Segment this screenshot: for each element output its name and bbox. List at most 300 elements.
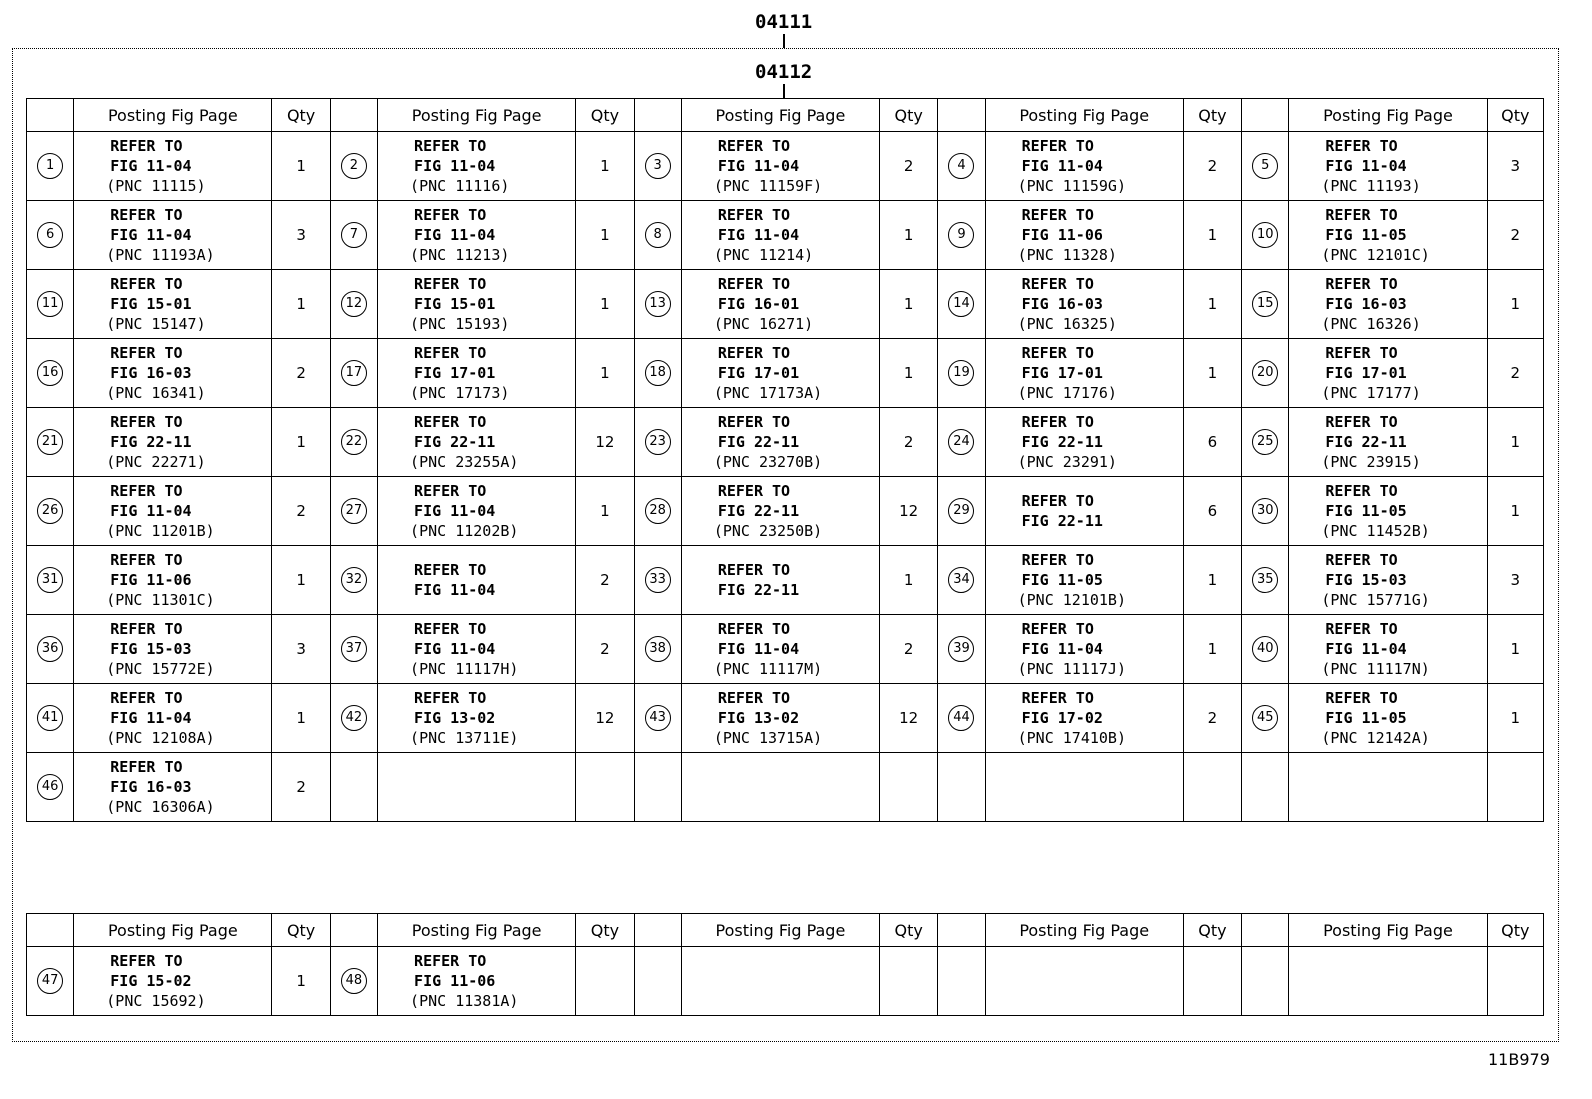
reference-cell (1289, 477, 1487, 546)
reference-text (682, 481, 879, 541)
item-number-cell (27, 201, 74, 270)
item-number-cell (634, 947, 681, 1016)
reference-cell (681, 546, 879, 615)
reference-line-fig: FIG 22-11 (414, 433, 496, 451)
reference-line-fig: FIG 22-11 (1021, 433, 1103, 451)
qty-cell: 1 (1183, 546, 1241, 615)
item-number-badge: 9 (948, 222, 974, 248)
reference-line-fig: FIG 22-11 (110, 433, 192, 451)
reference-line-pnc: (PNC 11117J) (1017, 660, 1126, 678)
item-number-badge: 12 (341, 291, 367, 317)
reference-cell (74, 684, 272, 753)
reference-line-refer: REFER TO (717, 689, 791, 707)
reference-text (74, 951, 271, 1011)
reference-text (74, 274, 271, 334)
header-cell-posting: Posting Fig Page (378, 914, 576, 947)
table-row (27, 132, 1544, 201)
item-number-badge: 40 (1252, 636, 1278, 662)
reference-cell (378, 615, 576, 684)
reference-text (378, 619, 575, 679)
item-number-cell (634, 753, 681, 822)
qty-cell: 1 (1183, 339, 1241, 408)
item-number-badge: 29 (948, 498, 974, 524)
item-number-badge: 2 (341, 153, 367, 179)
reference-line-refer: REFER TO (110, 758, 183, 776)
qty-cell: 1 (272, 546, 330, 615)
table-row (27, 477, 1544, 546)
qty-cell (576, 753, 634, 822)
reference-line-fig: FIG 22-11 (717, 581, 800, 599)
reference-text (74, 343, 271, 403)
reference-cell (74, 753, 272, 822)
reference-line-fig: FIG 11-04 (1021, 157, 1103, 175)
item-number-cell (634, 132, 681, 201)
reference-line-fig: FIG 15-01 (414, 295, 496, 313)
reference-cell (985, 477, 1183, 546)
item-number-cell (938, 477, 985, 546)
leader-line-outer (783, 34, 785, 48)
qty-cell: 1 (880, 546, 938, 615)
reference-cell (985, 408, 1183, 477)
item-number-cell (1242, 477, 1289, 546)
reference-text (74, 550, 271, 610)
reference-text (986, 136, 1183, 196)
item-number-cell (27, 947, 74, 1016)
qty-cell: 12 (880, 477, 938, 546)
item-number-cell (938, 270, 985, 339)
reference-line-refer: REFER TO (1021, 344, 1094, 362)
reference-text (682, 560, 879, 600)
reference-line-refer: REFER TO (1325, 482, 1398, 500)
reference-line-refer: REFER TO (1021, 137, 1094, 155)
item-number-cell (27, 546, 74, 615)
reference-line-fig: FIG 22-11 (717, 433, 800, 451)
table-row (27, 546, 1544, 615)
qty-cell: 1 (272, 684, 330, 753)
reference-cell (1289, 339, 1487, 408)
item-number-badge: 32 (341, 567, 367, 593)
reference-line-fig: FIG 11-06 (1021, 226, 1103, 244)
reference-text (378, 274, 575, 334)
reference-text (1289, 343, 1486, 403)
reference-line-refer: REFER TO (110, 482, 183, 500)
header-cell-blank (1242, 99, 1289, 132)
reference-text (378, 560, 575, 600)
item-number-cell (938, 132, 985, 201)
reference-cell (985, 684, 1183, 753)
reference-line-fig: FIG 11-04 (110, 502, 192, 520)
qty-cell: 1 (272, 408, 330, 477)
item-number-cell (1242, 615, 1289, 684)
item-number-badge: 13 (645, 291, 671, 317)
header-cell-blank (330, 914, 377, 947)
reference-line-pnc: (PNC 11452B) (1321, 522, 1430, 540)
header-cell-blank (634, 99, 681, 132)
reference-line-fig: FIG 11-04 (1325, 640, 1407, 658)
reference-line-pnc: (PNC 11193A) (106, 246, 215, 264)
item-number-badge: 45 (1252, 705, 1278, 731)
reference-line-pnc: (PNC 15147) (106, 315, 206, 333)
reference-line-refer: REFER TO (717, 137, 791, 155)
reference-line-pnc: (PNC 11301C) (106, 591, 215, 609)
header-cell-posting: Posting Fig Page (74, 99, 272, 132)
reference-line-refer: REFER TO (414, 620, 487, 638)
item-number-cell (330, 615, 377, 684)
item-number-badge: 10 (1252, 222, 1278, 248)
reference-text (1289, 619, 1486, 679)
item-number-cell (27, 753, 74, 822)
reference-cell (74, 201, 272, 270)
item-number-badge: 46 (37, 774, 63, 800)
reference-cell (681, 753, 879, 822)
qty-cell: 2 (1183, 684, 1241, 753)
reference-line-pnc: (PNC 11117H) (410, 660, 519, 678)
item-number-badge: 24 (948, 429, 974, 455)
header-cell-qty: Qty (880, 914, 938, 947)
reference-line-fig: FIG 11-04 (414, 226, 496, 244)
reference-cell (378, 132, 576, 201)
table-row (27, 753, 1544, 822)
header-cell-qty: Qty (576, 99, 634, 132)
reference-line-fig: FIG 15-03 (110, 640, 192, 658)
reference-line-pnc: (PNC 15772E) (106, 660, 215, 678)
item-number-cell (330, 753, 377, 822)
item-number-cell (634, 408, 681, 477)
item-number-badge: 19 (948, 360, 974, 386)
item-number-cell (1242, 270, 1289, 339)
item-number-badge: 34 (948, 567, 974, 593)
header-cell-blank (634, 914, 681, 947)
reference-line-fig: FIG 17-01 (1021, 364, 1103, 382)
item-number-cell (1242, 408, 1289, 477)
reference-cell (378, 339, 576, 408)
item-number-cell (330, 270, 377, 339)
qty-cell: 2 (272, 753, 330, 822)
qty-cell: 1 (1487, 270, 1543, 339)
reference-text (986, 205, 1183, 265)
reference-cell (74, 408, 272, 477)
reference-text (74, 757, 271, 817)
reference-line-pnc: (PNC 17177) (1321, 384, 1421, 402)
item-number-badge: 42 (341, 705, 367, 731)
reference-line-fig: FIG 11-04 (414, 640, 496, 658)
reference-line-pnc: (PNC 11381A) (410, 992, 519, 1010)
item-number-badge: 20 (1252, 360, 1278, 386)
reference-cell (378, 477, 576, 546)
reference-cell (985, 947, 1183, 1016)
reference-line-refer: REFER TO (110, 413, 183, 431)
header-cell-blank (938, 99, 985, 132)
item-number-cell (27, 408, 74, 477)
reference-cell (378, 546, 576, 615)
reference-line-refer: REFER TO (414, 206, 487, 224)
qty-cell: 1 (272, 270, 330, 339)
header-cell-qty: Qty (880, 99, 938, 132)
reference-line-pnc: (PNC 17176) (1017, 384, 1117, 402)
qty-cell: 1 (880, 270, 938, 339)
qty-cell: 3 (272, 201, 330, 270)
item-number-cell (330, 684, 377, 753)
qty-cell: 2 (880, 615, 938, 684)
reference-line-fig: FIG 11-04 (414, 581, 496, 599)
reference-line-fig: FIG 17-02 (1021, 709, 1103, 727)
header-cell-qty: Qty (1183, 99, 1241, 132)
item-number-badge: 36 (37, 636, 63, 662)
item-number-cell (938, 201, 985, 270)
qty-cell (1487, 947, 1543, 1016)
item-number-cell (938, 947, 985, 1016)
reference-line-refer: REFER TO (1325, 689, 1398, 707)
item-number-cell (634, 201, 681, 270)
table-header-row (27, 99, 1544, 132)
reference-line-refer: REFER TO (414, 413, 487, 431)
reference-line-pnc: (PNC 11213) (410, 246, 510, 264)
reference-line-fig: FIG 17-01 (1325, 364, 1407, 382)
reference-text (378, 343, 575, 403)
reference-line-refer: REFER TO (1325, 137, 1398, 155)
reference-cell (1289, 546, 1487, 615)
reference-line-fig: FIG 11-04 (110, 226, 192, 244)
reference-text (986, 343, 1183, 403)
item-number-cell (1242, 753, 1289, 822)
header-cell-posting: Posting Fig Page (985, 99, 1183, 132)
header-cell-posting: Posting Fig Page (1289, 914, 1487, 947)
qty-cell (880, 753, 938, 822)
header-cell-blank (1242, 914, 1289, 947)
reference-line-refer: REFER TO (414, 952, 487, 970)
item-number-cell (938, 684, 985, 753)
reference-line-pnc: (PNC 17410B) (1017, 729, 1126, 747)
reference-cell (681, 477, 879, 546)
reference-text (378, 688, 575, 748)
item-number-badge: 23 (645, 429, 671, 455)
reference-text (986, 274, 1183, 334)
qty-cell: 12 (576, 408, 634, 477)
qty-cell: 1 (272, 947, 330, 1016)
header-cell-posting: Posting Fig Page (1289, 99, 1487, 132)
qty-cell: 1 (576, 201, 634, 270)
reference-cell (985, 615, 1183, 684)
reference-text (74, 619, 271, 679)
reference-line-fig: FIG 15-03 (1325, 571, 1407, 589)
reference-line-pnc: (PNC 16341) (106, 384, 206, 402)
header-cell-qty: Qty (1183, 914, 1241, 947)
item-number-cell (330, 339, 377, 408)
reference-cell (985, 753, 1183, 822)
qty-cell: 1 (1487, 684, 1543, 753)
reference-cell (681, 201, 879, 270)
reference-line-pnc: (PNC 15193) (410, 315, 510, 333)
reference-line-pnc: (PNC 11159G) (1017, 177, 1126, 195)
item-number-cell (938, 615, 985, 684)
item-number-cell (1242, 201, 1289, 270)
item-number-cell (1242, 339, 1289, 408)
reference-text (74, 412, 271, 472)
qty-cell (880, 947, 938, 1016)
item-number-badge: 27 (341, 498, 367, 524)
qty-cell: 2 (880, 132, 938, 201)
item-number-badge: 11 (37, 291, 63, 317)
item-number-cell (27, 132, 74, 201)
reference-line-refer: REFER TO (1325, 620, 1398, 638)
qty-cell: 1 (1487, 477, 1543, 546)
qty-cell: 3 (1487, 546, 1543, 615)
reference-line-pnc: (PNC 16326) (1321, 315, 1421, 333)
reference-line-fig: FIG 17-01 (414, 364, 496, 382)
reference-line-refer: REFER TO (1021, 413, 1094, 431)
reference-line-refer: REFER TO (110, 206, 183, 224)
reference-cell (378, 753, 576, 822)
reference-text (378, 205, 575, 265)
reference-line-pnc: (PNC 15771G) (1321, 591, 1430, 609)
item-number-badge: 37 (341, 636, 367, 662)
reference-text (1289, 412, 1486, 472)
reference-line-pnc: (PNC 11201B) (106, 522, 215, 540)
item-number-badge: 41 (37, 705, 63, 731)
reference-line-pnc: (PNC 11214) (713, 246, 814, 264)
reference-cell (1289, 408, 1487, 477)
item-number-badge: 48 (341, 968, 367, 994)
reference-line-fig: FIG 16-01 (717, 295, 800, 313)
figure-id: 11B979 (1488, 1050, 1550, 1069)
header-cell-posting: Posting Fig Page (74, 914, 272, 947)
qty-cell: 1 (1487, 408, 1543, 477)
reference-cell (74, 615, 272, 684)
reference-line-pnc: (PNC 23915) (1321, 453, 1421, 471)
reference-cell (74, 947, 272, 1016)
reference-text (682, 619, 879, 679)
item-number-badge: 38 (645, 636, 671, 662)
reference-cell (1289, 132, 1487, 201)
item-number-badge: 30 (1252, 498, 1278, 524)
reference-cell (985, 546, 1183, 615)
qty-cell: 1 (272, 132, 330, 201)
item-number-cell (1242, 684, 1289, 753)
reference-line-pnc: (PNC 23270B) (713, 453, 823, 471)
qty-cell: 1 (576, 132, 634, 201)
reference-cell (681, 270, 879, 339)
reference-cell (378, 270, 576, 339)
qty-cell: 1 (1487, 615, 1543, 684)
reference-line-pnc: (PNC 12101C) (1321, 246, 1430, 264)
reference-line-pnc: (PNC 11202B) (410, 522, 519, 540)
qty-cell: 1 (1183, 201, 1241, 270)
reference-line-fig: FIG 11-06 (414, 972, 496, 990)
reference-text (682, 688, 879, 748)
table-row (27, 408, 1544, 477)
parts-table-secondary (26, 913, 1544, 1016)
reference-line-fig: FIG 11-05 (1325, 502, 1407, 520)
reference-line-fig: FIG 22-11 (1021, 512, 1103, 530)
qty-cell: 1 (576, 270, 634, 339)
item-number-badge: 6 (37, 222, 63, 248)
reference-line-pnc: (PNC 12108A) (106, 729, 215, 747)
reference-line-refer: REFER TO (414, 561, 487, 579)
header-cell-posting: Posting Fig Page (378, 99, 576, 132)
reference-line-pnc: (PNC 17173A) (713, 384, 823, 402)
reference-cell (74, 546, 272, 615)
reference-line-pnc: (PNC 12142A) (1321, 729, 1430, 747)
reference-text (1289, 136, 1486, 196)
reference-cell (1289, 684, 1487, 753)
assembly-code-inner: 04112 (755, 61, 813, 83)
reference-line-refer: REFER TO (414, 344, 487, 362)
reference-line-pnc: (PNC 22271) (106, 453, 206, 471)
header-cell-posting: Posting Fig Page (681, 914, 879, 947)
reference-line-refer: REFER TO (110, 275, 183, 293)
reference-cell (1289, 947, 1487, 1016)
item-number-badge: 31 (37, 567, 63, 593)
item-number-cell (27, 615, 74, 684)
reference-text (74, 205, 271, 265)
reference-line-refer: REFER TO (1325, 206, 1398, 224)
reference-line-pnc: (PNC 23291) (1017, 453, 1117, 471)
reference-line-fig: FIG 11-04 (717, 157, 800, 175)
reference-line-refer: REFER TO (717, 206, 791, 224)
reference-cell (1289, 753, 1487, 822)
reference-line-fig: FIG 11-04 (1325, 157, 1407, 175)
reference-line-refer: REFER TO (1021, 275, 1094, 293)
qty-cell: 2 (1183, 132, 1241, 201)
item-number-cell (330, 132, 377, 201)
reference-line-refer: REFER TO (1325, 413, 1398, 431)
reference-cell (985, 201, 1183, 270)
reference-line-refer: REFER TO (717, 275, 791, 293)
reference-line-pnc: (PNC 16325) (1017, 315, 1117, 333)
item-number-badge: 43 (645, 705, 671, 731)
item-number-cell (634, 339, 681, 408)
reference-line-pnc: (PNC 17173) (410, 384, 510, 402)
reference-line-refer: REFER TO (717, 620, 791, 638)
reference-text (378, 481, 575, 541)
reference-line-refer: REFER TO (110, 952, 183, 970)
reference-text (986, 412, 1183, 472)
item-number-cell (938, 339, 985, 408)
qty-cell: 2 (880, 408, 938, 477)
reference-line-refer: REFER TO (717, 413, 791, 431)
table-row (27, 947, 1544, 1016)
reference-cell (378, 408, 576, 477)
reference-line-pnc: (PNC 13715A) (713, 729, 823, 747)
header-cell-qty: Qty (576, 914, 634, 947)
reference-line-refer: REFER TO (110, 344, 183, 362)
qty-cell: 1 (1183, 270, 1241, 339)
reference-cell (681, 339, 879, 408)
item-number-cell (634, 684, 681, 753)
reference-cell (681, 615, 879, 684)
reference-text (1289, 688, 1486, 748)
item-number-badge: 18 (645, 360, 671, 386)
reference-cell (74, 339, 272, 408)
qty-cell: 1 (880, 201, 938, 270)
item-number-badge: 26 (37, 498, 63, 524)
reference-text (986, 491, 1183, 531)
item-number-badge: 22 (341, 429, 367, 455)
reference-line-fig: FIG 16-03 (1021, 295, 1103, 313)
qty-cell: 2 (576, 615, 634, 684)
item-number-badge: 7 (341, 222, 367, 248)
reference-cell (1289, 201, 1487, 270)
reference-text (682, 412, 879, 472)
reference-text (682, 343, 879, 403)
reference-cell (985, 132, 1183, 201)
reference-cell (681, 947, 879, 1016)
item-number-badge: 44 (948, 705, 974, 731)
header-cell-blank (27, 914, 74, 947)
reference-text (986, 550, 1183, 610)
item-number-badge: 4 (948, 153, 974, 179)
qty-cell: 6 (1183, 408, 1241, 477)
